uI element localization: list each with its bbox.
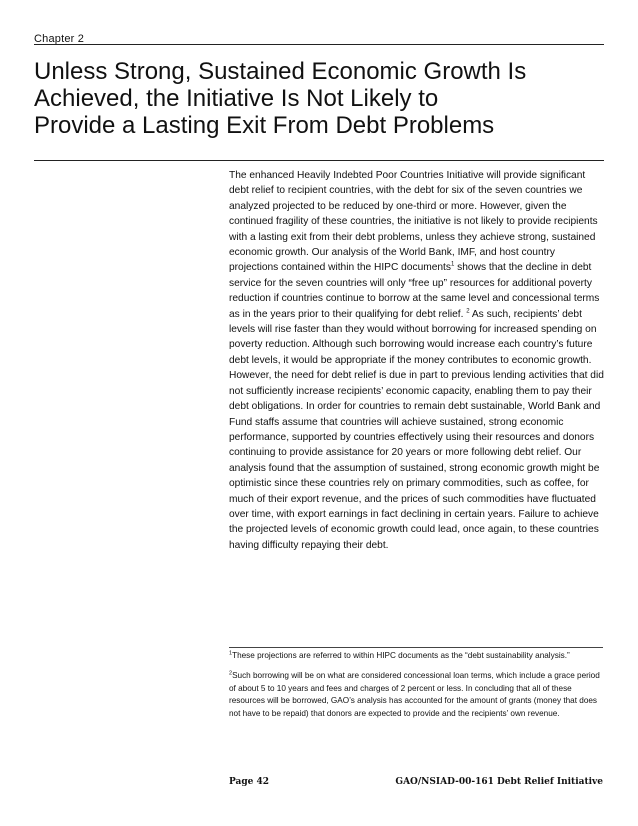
footnotes: [229, 650, 604, 728]
body-text-part-2: shows that the decline in debt service for the seven countries will only “free up” resources for additional poverty reduction if countries continue to borrow at the same level and concessional terms as in the years prior to their qualifying for debt relief.: [229, 262, 600, 320]
footnote-1: [229, 650, 604, 663]
footnote-ref-2: 2: [466, 308, 470, 315]
footnote-mark-2: 2: [229, 670, 233, 677]
footnote-text-1: These projections are referred to within HIPC documents as the “debt sustainability analysis.”: [232, 651, 570, 660]
body-text-part-1: The enhanced Heavily Indebted Poor Countries Initiative will provide significant debt relief to recipient countries, with the debt for six of the seven countries we analyzed projected to be reduced by one-third or more. However, given the continued fragility of these countries, the initiative is not likely to provide recipients with a lasting exit from their debt problems, unless they achieve strong, sustained economic growth. Our analysis of the World Bank, IMF, and host country projections contained within the HIPC documents: [229, 170, 598, 274]
footnote-text-2: Such borrowing will be on what are considered concessional loan terms, which include a grace period of about 5 to 10 years and fees and charges of 2 percent or less. In concluding that all of these resources will be borrowed, GAO’s analysis has accounted for the amount of grants (money that does not have to be repaid) that donors are expected to provide and the recipients’ own revenue.: [229, 670, 600, 719]
section-title-line-3: Provide a Lasting Exit From Debt Problems: [34, 112, 495, 139]
report-id: GAO/NSIAD-00-161 Debt Relief Initiative: [395, 777, 603, 787]
page-number: Page 42: [229, 777, 270, 787]
title-rule: [34, 160, 604, 161]
footnote-mark-1: 1: [229, 650, 233, 657]
header-rule: [34, 44, 604, 45]
footnote-ref-1: 1: [450, 262, 455, 269]
section-title-line-1: Unless Strong, Sustained Economic Growth Is: [34, 58, 527, 85]
body-text-part-3: As such, recipients’ debt levels will rise faster than they would without borrowing for increased spending on poverty reduction. Although such borrowing would increase each country’s future debt levels, it would be appropriate if the money contributes to economic growth. However, the need for debt relief is due in part to previous lending activities that did not sufficiently increase recipients’ economic capacity, enabling them to pay their debt obligations. In order for countries to remain debt sustainable, World Bank and Fund staffs assume that countries will achieve sustained, strong economic performance, supported by countries effectively using their resources and donors continuing to provide assistance for 20 years or more following debt relief. Our analysis found that the assumption of sustained, strong economic growth might be optimistic since these countries rely on primary commodities, such as coffee, for much of their export revenue, and the prices of such commodities have fluctuated over time, with export earnings in fact declining in certain years. Failure to achieve the projected levels of economic growth could lead, once again, to these countries having difficulty repaying their debt.: [229, 308, 604, 551]
chapter-label: Chapter 2: [34, 33, 85, 45]
section-title-line-2: Achieved, the Initiative Is Not Likely to: [34, 85, 439, 112]
footnote-rule: [229, 647, 603, 648]
section-title: [34, 58, 614, 139]
footnote-2: [229, 670, 604, 721]
body-paragraph: [229, 168, 605, 553]
